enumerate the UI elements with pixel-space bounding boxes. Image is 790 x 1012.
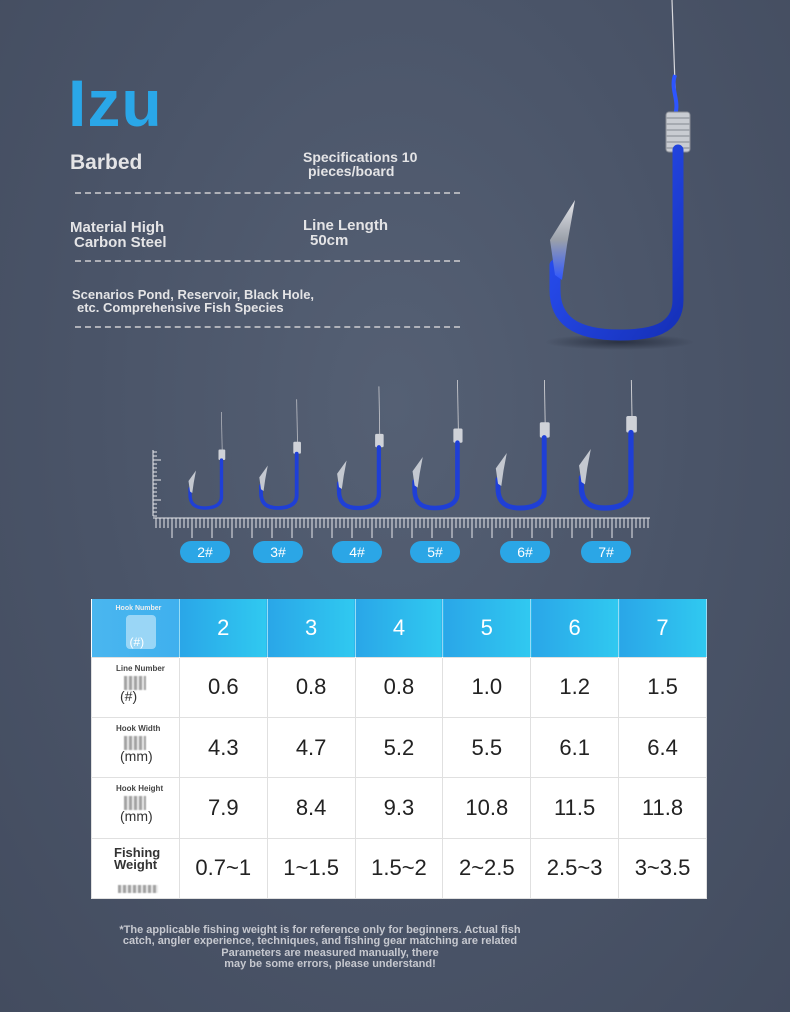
row-label: Hook Height [116,784,164,794]
small-hook [259,399,301,508]
size-tag-7: 7# [581,541,631,563]
scenarios-line1: Scenarios Pond, Reservoir, Black Hole, [72,287,315,302]
material-line1: Material High [70,219,165,236]
size-tag-6: 6# [500,541,550,563]
table-cell: 0.6 [179,657,267,717]
divider [75,326,460,328]
spec-table [91,599,707,899]
table-cell: 1.5 [619,657,707,717]
table-cell: 4.3 [179,717,267,777]
specifications-line2: pieces/board [308,163,395,179]
table-cell: 8.4 [267,778,355,838]
table-cell: 1.0 [443,657,531,717]
table-header-row [92,599,707,657]
table-cell: 4.7 [267,717,355,777]
specifications-line1: Specifications 10 [303,149,418,165]
row-unit: (mm) [120,808,153,825]
blurred-text [118,885,158,893]
table-cell: 5.2 [355,717,443,777]
size-tag-5: 5# [410,541,460,563]
table-row [92,778,707,838]
table-row [92,838,707,898]
table-cell: 0.7~1 [179,838,267,898]
small-hook [337,386,384,508]
row-header-hook-height [92,778,180,838]
table-cell: 6.4 [619,717,707,777]
table-cell: 1.5~2 [355,838,443,898]
row-label: Line Number [116,663,165,673]
table-cell: 6.1 [531,717,619,777]
divider [75,260,460,262]
table-cell: 1.2 [531,657,619,717]
line-length-line2: 50cm [310,232,349,249]
footnote-line2: catch, angler experience, techniques, and fishing gear matching are related [122,935,518,947]
column-header: 2 [179,599,267,657]
column-header: 4 [355,599,443,657]
table-cell: 10.8 [443,778,531,838]
table-cell: 11.5 [531,778,619,838]
material-line2: Carbon Steel [74,234,167,251]
table-row [92,717,707,777]
column-header: 7 [619,599,707,657]
row-header-line-number [92,657,180,717]
hook-number-label: Hook Number [115,605,162,612]
table-cell: 2~2.5 [443,838,531,898]
column-header: 3 [267,599,355,657]
scenarios-line2: etc. Comprehensive Fish Species [77,300,284,315]
table-cell: 9.3 [355,778,443,838]
small-hook [413,380,463,508]
large-hook-image [520,0,720,360]
table-cell: 2.5~3 [531,838,619,898]
size-tag-4: 4# [332,541,382,563]
footnote-line1: *The applicable fishing weight is for reference only for beginners. Actual fish [119,924,521,936]
row-label: Hook Width [116,723,161,733]
table-cell: 7.9 [179,778,267,838]
ruler-hooks-image [150,380,660,570]
row-label: Fishing Weight [114,844,161,872]
row-unit: (mm) [120,747,153,764]
footnote-line3: Parameters are measured manually, there [221,947,439,959]
table-cell: 1~1.5 [267,838,355,898]
table-cell: 5.5 [443,717,531,777]
brand-title: Izu [68,66,163,140]
table-cell: 11.8 [619,778,707,838]
column-header: 6 [531,599,619,657]
small-hook [496,380,550,508]
small-hook [189,412,226,508]
row-header-hook-width [92,717,180,777]
size-tag-3: 3# [253,541,303,563]
table-cell: 0.8 [355,657,443,717]
size-tag-2: 2# [180,541,230,563]
table-cell: 0.8 [267,657,355,717]
row-header-fishing-weight [92,838,180,898]
small-hook [579,380,637,508]
table-row [92,657,707,717]
divider [75,192,460,194]
hook-number-unit: (#) [129,635,145,649]
row-unit: (#) [120,687,138,704]
column-header: 5 [443,599,531,657]
footnote-line4: may be some errors, please understand! [224,958,436,970]
line-length-line1: Line Length [303,217,388,234]
table-cell: 3~3.5 [619,838,707,898]
hook-type: Barbed [70,151,143,174]
hook-number-header [92,599,180,657]
